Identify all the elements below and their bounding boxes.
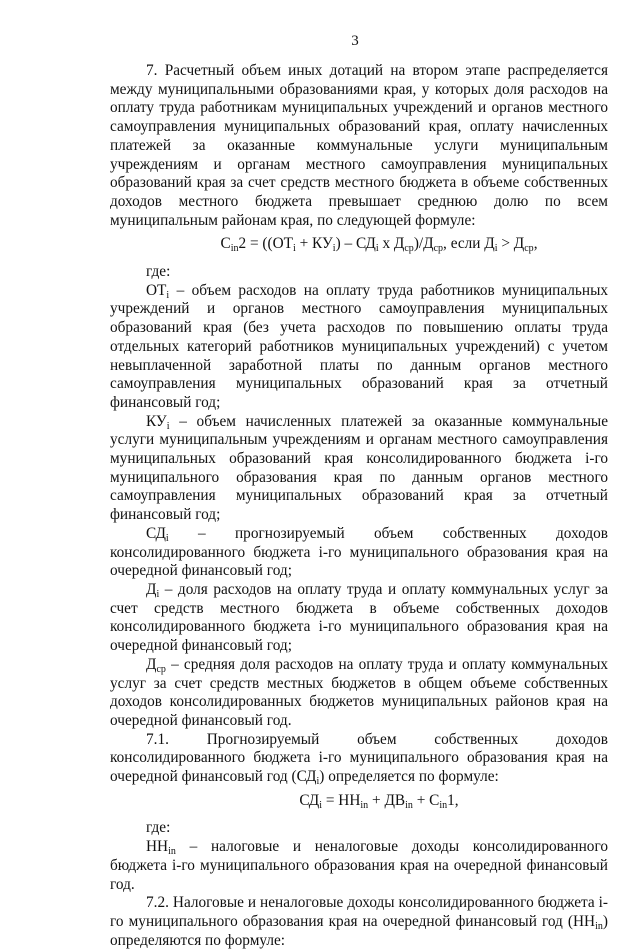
definition-ku: $КУ_i$ – объем начисленных платежей за оказанные коммунальные услуги муниципальным учреждениям и органам местного самоуправления муниципальных образований края консолидированного бюджета i-го муниципального образования края по данным органов местного самоуправления муниципальных образований края за отчетный финансовый год;	[110, 412, 608, 524]
formula-cin2: $C_{in}2 = ((ОТ_i + КУ_i) - СД_i$ х $Д_{ср})/Д_{ср}$, если $Д_i > Д_{ср}$,	[220, 235, 538, 255]
definition-ot: $ОТ_i$ – объем расходов на оплату труда работников муниципальных учреждений и органов местного самоуправления муниципальных образований края (без учета расходов по повышению оплаты труда отдельных категорий работников муниципальных учреждений) с учетом невыплаченной заработной платы по данным органов местного самоуправления муниципальных образований края за отчетный финансовый год;	[110, 281, 608, 411]
paragraph-7-1: 7.1. Прогнозируемый объем собственных доходов консолидированного бюджета i-го муниципального образования края на очередной финансовый год $(СД_i)$ определяется по формуле:	[110, 730, 608, 788]
definition-d: $Д_i$ – доля расходов на оплату труда и оплату коммунальных услуг за счет средств местного бюджета в объеме собственных доходов консолидированного бюджета i-го муниципального образования края на очередной финансовый год;	[110, 580, 608, 655]
paragraph-7: 7. Расчетный объем иных дотаций на втором этапе распределяется между муниципальными образованиями края, у которых доля расходов на оплату труда работникам муниципальных учреждений и органов местного самоуправления муниципальных образований края, оплату начисленных платежей за оказанные коммунальные услуги муниципальным учреждениям и органам местного самоуправления муниципальных образований края за счет средств местного бюджета в объеме собственных доходов местного бюджета превышает среднюю долю по всем муниципальным районам края, по следующей формуле:	[110, 62, 608, 229]
definition-nn: $НН_{in}$ – налоговые и неналоговые доходы консолидированного бюджета i-го муниципального образования края на очередной финансовый год.	[110, 838, 608, 893]
definition-sd: $СД_i$ – прогнозируемый объем собственных доходов консолидированного бюджета i-го муниципального образования края на очередной финансовый год;	[110, 524, 608, 580]
where-label-1: где:	[146, 263, 171, 281]
formula-sd: $СД_i = НН_{in} + ДВ_{in} + C_{in}1$,	[299, 791, 459, 811]
where-label-2: где:	[146, 819, 171, 837]
document-body	[110, 62, 608, 950]
paragraph-7-2: 7.2. Налоговые и неналоговые доходы консолидированного бюджета i-го муниципального образования края на очередной финансовый год $(НН_{in})$ определяются по формуле:	[110, 894, 608, 949]
definition-dcp: $Д_{ср}$ – средняя доля расходов на оплату труда и оплату коммунальных услуг за счет средств местных бюджетов в общем объеме собственных доходов консолидированных бюджетов муниципальных районов края на очередной финансовый год.	[110, 655, 608, 729]
page-number: 3	[351, 33, 359, 49]
